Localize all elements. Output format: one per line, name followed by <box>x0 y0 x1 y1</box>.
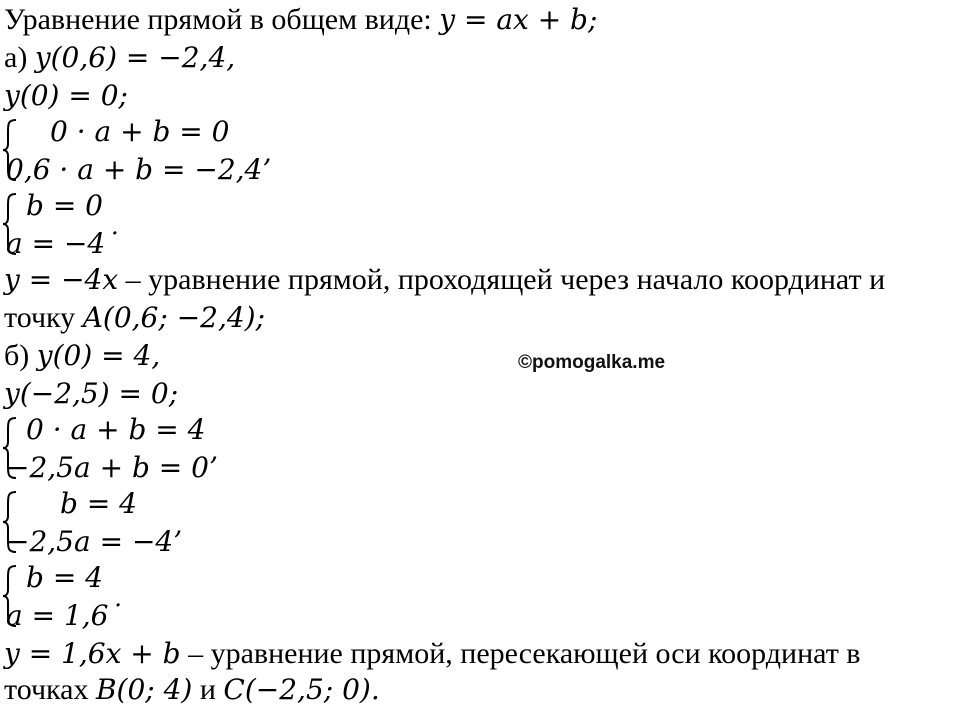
formula: y = 1,6x + b <box>4 637 181 670</box>
part-b-condition-2 <box>4 376 178 412</box>
system-1-row-2 <box>6 152 271 188</box>
formula: a = −4˙ <box>6 227 120 260</box>
system-1-row-1 <box>50 114 229 150</box>
formula: y(0) = 4, <box>36 339 161 372</box>
part-a-point-line <box>4 300 265 336</box>
line-text: и <box>192 673 224 706</box>
part-label: б) <box>4 339 37 372</box>
formula: y(0) = 0; <box>4 79 128 112</box>
system-5-row-2 <box>6 598 122 634</box>
formula: 0,6 · a + b = −2,4’ <box>6 153 272 186</box>
formula: 0 · a + b = 0 <box>50 115 230 148</box>
formula: −2,5a + b = 0’ <box>6 451 218 484</box>
formula: b = 0 <box>26 189 103 222</box>
system-2-row-2 <box>6 226 119 262</box>
line-text: – уравнение прямой, проходящей через начало координат и <box>118 263 886 296</box>
line-text: точку <box>4 301 83 334</box>
formula: 0 · a + b = 4 <box>26 413 206 446</box>
system-2-row-1 <box>26 188 103 224</box>
formula: y = −4x <box>4 263 119 296</box>
part-b-points-line <box>4 672 380 708</box>
line-text: точках <box>4 673 96 706</box>
part-b-result-line <box>4 636 860 672</box>
watermark: ©pomogalka.me <box>518 352 666 373</box>
formula: A(0,6; −2,4); <box>82 301 266 334</box>
line-text: – уравнение прямой, пересекающей оси координат в <box>180 637 861 670</box>
formula: y(0,6) = −2,4, <box>34 41 236 74</box>
formula: b = 4 <box>60 487 137 520</box>
formula: C(−2,5; 0). <box>223 673 380 706</box>
part-b-condition-1 <box>4 338 160 374</box>
part-a-condition-1 <box>4 40 235 76</box>
line-text: Уравнение прямой в общем виде: <box>4 3 440 36</box>
system-4-row-2 <box>6 524 182 560</box>
system-5-row-1 <box>26 560 103 596</box>
part-a-result-line <box>4 262 885 298</box>
system-3-row-2 <box>6 450 218 486</box>
formula: b = 4 <box>26 561 103 594</box>
part-label: а) <box>4 41 35 74</box>
formula: B(0; 4) <box>95 673 193 706</box>
system-3-row-1 <box>26 412 205 448</box>
formula: a = 1,6˙ <box>6 599 123 632</box>
formula: −2,5a = −4’ <box>6 525 183 558</box>
general-equation-line <box>4 2 597 38</box>
system-4-row-1 <box>60 486 137 522</box>
formula: y(−2,5) = 0; <box>4 377 179 410</box>
formula: y = ax + b; <box>439 3 598 36</box>
part-a-condition-2 <box>4 78 128 114</box>
